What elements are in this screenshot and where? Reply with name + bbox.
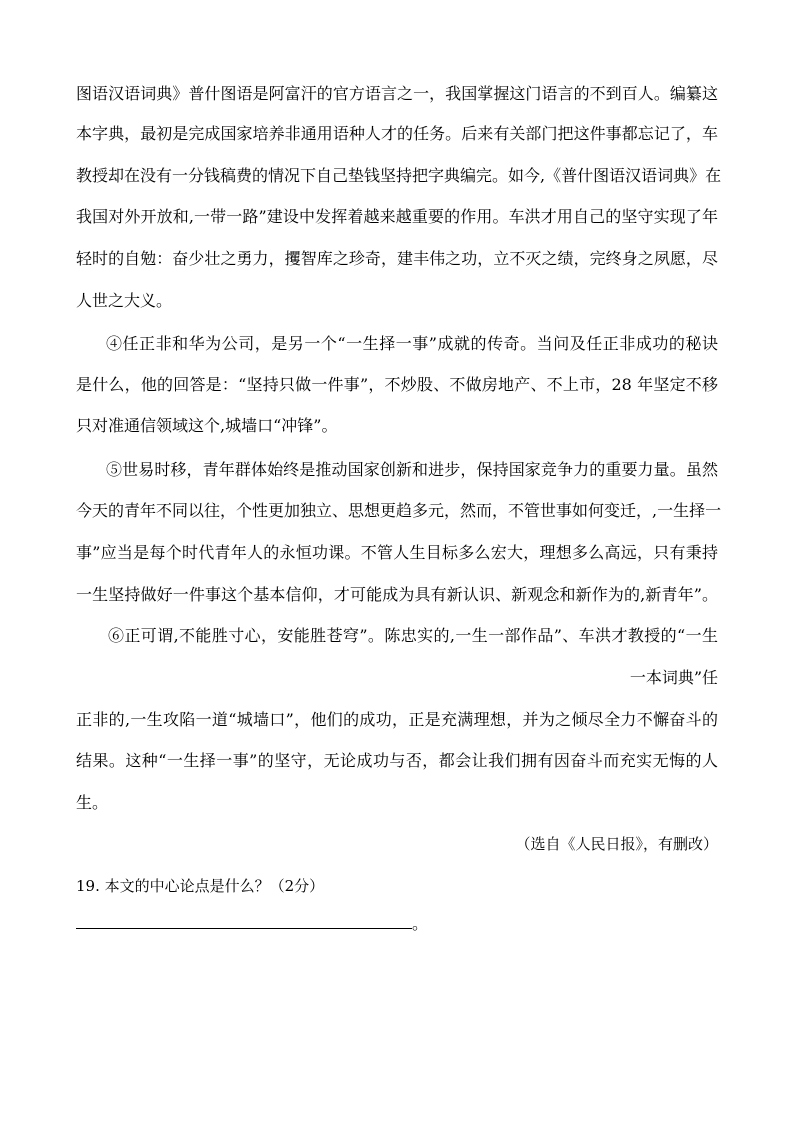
text-line: 是什么，他的回答是：“坚持只做一件事”，不炒股、不做房地产、不上市，28 年坚定不移 [76, 375, 718, 394]
text-line: 一生坚持做好一件事这个基本信仰，才可能成为具有新认识、新观念和新作为的,新青年”。 [76, 585, 718, 604]
text-line: 一本词典”任 [629, 668, 718, 687]
text-line: 我国对外开放和,一带一路”建设中发挥着越来越重要的作用。车洪才用自己的坚守实现了年 [76, 207, 718, 226]
paragraph-4-start: ④任正非和华为公司，是另一个“一生择一事”成就的传奇。当问及任正非成功的秘诀 [106, 334, 718, 353]
text-line: 图语汉语词典》普什图语是阿富汗的官方语言之一，我国掌握这门语言的不到百人。编纂这 [76, 84, 718, 103]
text-line: 教授却在没有一分钱稿费的情况下自己垫钱坚持把字典编完。如今,《普什图语汉语词典》在 [76, 166, 722, 185]
text-line: 只对准通信领域这个,城墙口“冲锋”。 [76, 416, 338, 435]
paragraph-5-start: ⑤世易时移，青年群体始终是推动国家创新和进步，保持国家竞争力的重要力量。虽然 [106, 460, 718, 479]
answer-period: 。 [412, 914, 429, 933]
answer-blank[interactable] [76, 928, 412, 929]
text-line: 结果。这种“一生择一事”的坚守，无论成功与否，都会让我们拥有因奋斗而充实无悔的人 [76, 751, 718, 770]
paragraph-6-start: ⑥正可谓,不能胜寸心，安能胜苍穹”。陈忠实的,一生一部作品”、车洪才教授的“一生 [108, 626, 718, 645]
source-citation: （选自《人民日报》，有删改） [515, 835, 718, 853]
text-line: 事”应当是每个时代青年人的永恒功课。不管人生目标多么宏大，理想多么高远，只有秉持 [76, 543, 718, 562]
text-line: 本字典，最初是完成国家培养非通用语种人才的任务。后来有关部门把这件事都忘记了，车 [76, 124, 718, 143]
text-line: 人世之大义。 [76, 291, 173, 310]
question-19: 19. 本文的中心论点是什么？（2分） [76, 877, 325, 895]
text-line: 生。 [76, 793, 109, 812]
text-line: 轻时的自勉：奋少壮之勇力，攫智库之珍奇，建丰伟之功，立不灭之绩，完终身之夙愿，尽 [76, 249, 718, 268]
text-line: 今天的青年不同以往，个性更加独立、思想更趋多元，然而，不管世事如何变迁，,一生择一 [76, 501, 722, 520]
text-line: 正非的,一生攻陷一道“城墙口”，他们的成功，正是充满理想，并为之倾尽全力不懈奋斗的 [76, 710, 718, 729]
